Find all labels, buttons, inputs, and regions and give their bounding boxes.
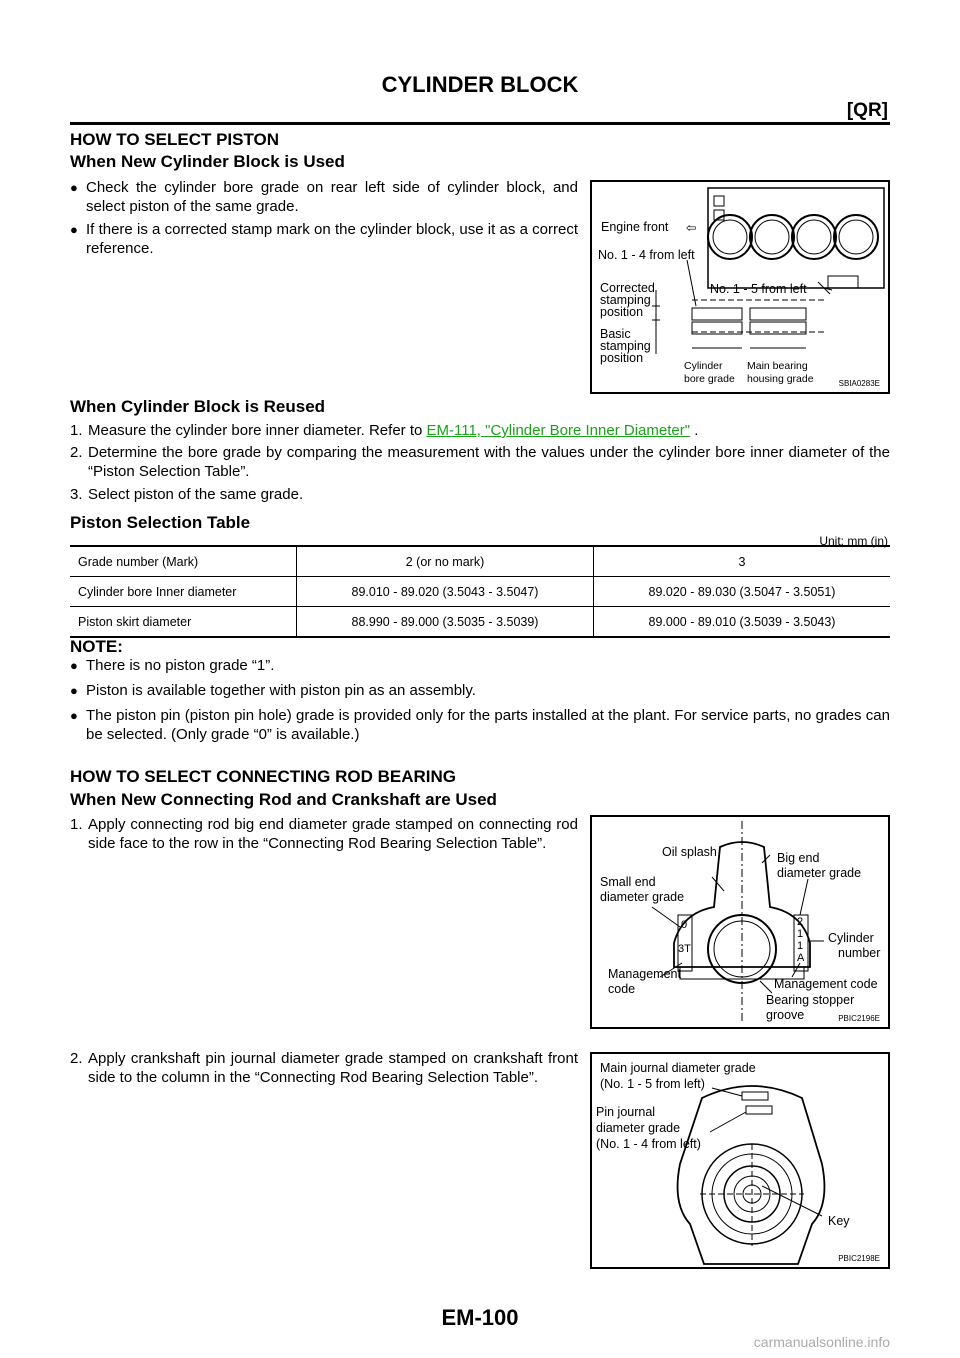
- bullet-icon: ●: [70, 658, 78, 673]
- manual-page: CYLINDER BLOCK [QR] HOW TO SELECT PISTON When New Cylinder Block is Used ● Check the cylinder bore grade on rear left side of cylinder block, and select piston of the same grade. ● If there is a corrected stamp mark on the cylinder block, use it as a correct reference. Engine front ⇦ No. 1 - 4 from left No. 1 - 5 from left Corrected stamping position Basic stamping position Cylinder bore grade Main bearing housing grade SBIA0283E When Cylinder Block is Reused 1. Measure the cylinder bore inner diameter. Refer to EM-111, "Cylinder Bore Inner Diameter" . 2. Determine the bore grade by comparing the measurement with the values under the cylinder bore inner diameter of the “Piston Selection Table”. 3. Select piston of the same grade. Piston Selection Table Unit: mm (in) Grade number (Mark) 2 (or no mark) 3 Cylinder bore Inner diameter 89.010 - 89.020 (3.5043 - 3.5047) 89.020 - 89.030 (3.5047 - 3.5051) Piston skirt diameter 88.990 - 89.000 (3.5035 - 3.5039) 89.000 - 89.010 (3.5039 - 3.5043) NOTE: ● There is no piston grade “1”. ● Piston is available together with piston pin as an assembly. ● The piston pin (piston pin hole) grade is provided only for the parts installed at the plant. For service parts, no grades can be selected. (Only grade “0” is available.) HOW TO SELECT CONNECTING ROD BEARING When New Connecting Rod and Crankshaft are Used 1. Apply connecting rod big end diameter grade stamped on connecting rod side face to the row in the “Connecting Rod Bearing Selection Table”. Oil splash Big end diameter grade Small end diameter grade Cylinder number Management code Management code Bearing stopper groove 0 3T 2 1 1 A PBIC2196E 2. Apply crankshaft pin journal diameter grade stamped on crankshaft front side to the column in the “Connecting Rod Bearing Selection Table”. Main journal diameter grade (No. 1 - 5 from left) Pin journal diameter grade (No. 1 - 4 from left) Key PBIC2198E EM-100 carmanualsonline.info: [0, 0, 960, 1358]
- fig2-label: Management code: [608, 967, 681, 996]
- figure-code: SBIA0283E: [838, 379, 880, 388]
- rod-mark: 2 1 1 A: [797, 916, 805, 964]
- section-title-select-piston: HOW TO SELECT PISTON: [70, 130, 280, 149]
- numbered-step: 2. Apply crankshaft pin journal diameter grade stamped on crankshaft front side to the column in the “Connecting Rod Bearing Selection Table”.: [70, 1050, 578, 1086]
- piston-selection-table: [70, 545, 890, 638]
- fig1-label: Cylinder bore grade: [684, 360, 735, 385]
- fig1-label: Main bearing housing grade: [747, 360, 814, 385]
- figure-connecting-rod: [590, 815, 890, 1029]
- table-row: Cylinder bore Inner diameter 89.010 - 89.020 (3.5043 - 3.5047) 89.020 - 89.030 (3.5047 - 3.5051): [70, 577, 890, 607]
- fig2-label: Cylinder number: [828, 931, 881, 960]
- figure-cylinder-block-stamp: [590, 180, 890, 394]
- fig2-label: Oil splash: [662, 845, 717, 859]
- fig1-label: Corrected stamping position: [600, 281, 655, 319]
- fig3-label: Main journal diameter grade (No. 1 - 5 from left): [600, 1061, 756, 1091]
- fig2-label: Big end diameter grade: [777, 851, 862, 880]
- subsection-title-new-rod: When New Connecting Rod and Crankshaft are Used: [70, 790, 497, 809]
- fig3-label: Key: [828, 1214, 850, 1228]
- bullet-icon: ●: [70, 708, 78, 723]
- fig2-label: Bearing stopper groove: [766, 993, 855, 1022]
- fig2-label: Management code: [774, 977, 878, 991]
- rod-mark: 3T: [678, 943, 691, 955]
- fig1-label: No. 1 - 5 from left: [710, 282, 807, 296]
- fig1-label: Engine front: [601, 220, 669, 234]
- numbered-step: 3. Select piston of the same grade.: [70, 486, 304, 503]
- bullet-icon: ●: [70, 683, 78, 698]
- bullet-icon: ●: [70, 180, 78, 195]
- fig3-label: Pin journal diameter grade (No. 1 - 4 from left): [596, 1105, 701, 1151]
- fig1-label: No. 1 - 4 from left: [598, 248, 695, 262]
- rod-mark: 0: [681, 919, 688, 931]
- table-title: Piston Selection Table: [70, 513, 251, 532]
- figure-code: PBIC2196E: [838, 1014, 880, 1023]
- figure-code: PBIC2198E: [838, 1254, 880, 1263]
- arrow-left-icon: ⇦: [686, 221, 697, 235]
- table-row: Piston skirt diameter 88.990 - 89.000 (3.5035 - 3.5039) 89.000 - 89.010 (3.5039 - 3.5043): [70, 607, 890, 638]
- page-header-tag: [QR]: [846, 100, 888, 121]
- page-header-title: CYLINDER BLOCK: [381, 72, 579, 97]
- page-number: EM-100: [441, 1305, 519, 1330]
- note-title: NOTE:: [70, 637, 123, 656]
- numbered-step: 1. Apply connecting rod big end diameter grade stamped on connecting rod side face to the row in the “Connecting Rod Bearing Selection Table”.: [70, 816, 578, 852]
- section-title-select-rod-bearing: HOW TO SELECT CONNECTING ROD BEARING: [70, 767, 456, 786]
- fig2-label: Small end diameter grade: [600, 875, 685, 904]
- cross-reference-link[interactable]: EM-111, "Cylinder Bore Inner Diameter": [426, 422, 691, 439]
- subsection-title-new-block: When New Cylinder Block is Used: [70, 152, 345, 171]
- table-unit: Unit: mm (in): [819, 534, 888, 548]
- bullet-icon: ●: [70, 222, 78, 237]
- numbered-step: 2. Determine the bore grade by comparing the measurement with the values under the cylinder bore inner diameter of the “Piston Selection Table”.: [70, 444, 890, 480]
- watermark: carmanualsonline.info: [753, 1334, 890, 1350]
- fig1-label: Basic stamping position: [600, 327, 651, 365]
- numbered-step: 1. Measure the cylinder bore inner diameter. Refer to EM-111, "Cylinder Bore Inner Diameter" .: [70, 422, 699, 439]
- header-rule: [70, 122, 890, 125]
- figure-crankshaft-front: [590, 1052, 890, 1269]
- table-row: Grade number (Mark) 2 (or no mark) 3: [70, 546, 890, 577]
- subsection-title-reused-block: When Cylinder Block is Reused: [70, 397, 326, 416]
